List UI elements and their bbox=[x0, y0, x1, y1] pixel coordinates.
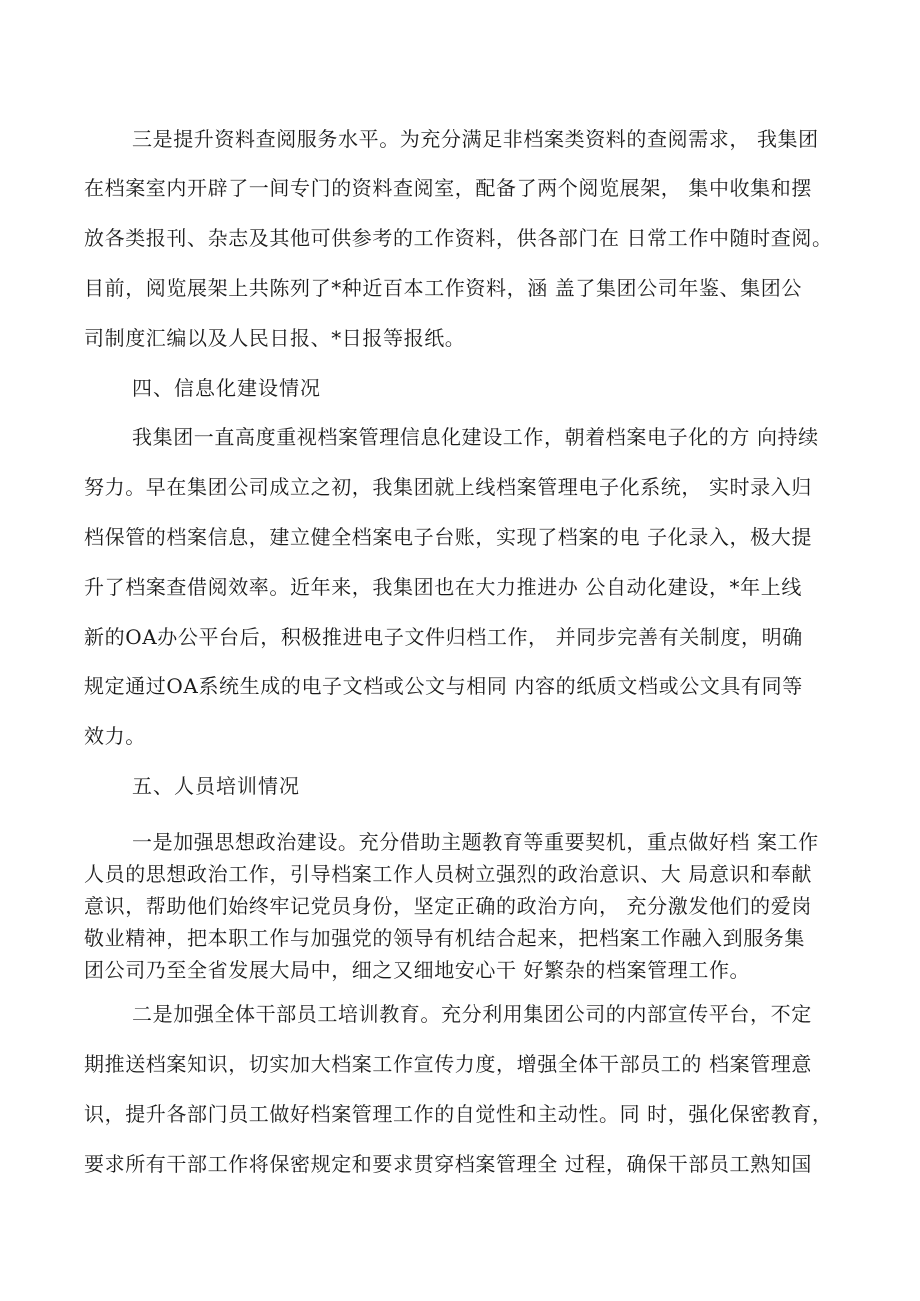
text-line: 期推送档案知识，切实加大档案工作宣传力度，增强全体干部员工的 档案管理意 bbox=[84, 1052, 812, 1076]
text-line: 规定通过OA系统生成的电子文档或公文与相同 内容的纸质文档或公文具有同等 bbox=[84, 674, 803, 698]
text-line: 放各类报刊、杂志及其他可供参考的工作资料，供各部门在 日常工作中随时查阅。 bbox=[84, 226, 833, 250]
text-line: 二是加强全体干部员工培训教育。充分利用集团公司的内部宣传平台，不定 bbox=[132, 1002, 812, 1026]
text-line: 三是提升资料查阅服务水平。为充分满足非档案类资料的查阅需求， 我集团 bbox=[132, 127, 819, 151]
text-line: 团公司乃至全省发展大局中，细之又细地安心干 好繁杂的档案管理工作。 bbox=[84, 958, 751, 982]
text-line: 档保管的档案信息，建立健全档案电子台账，实现了档案的电 子化录入，极大提 bbox=[84, 525, 812, 549]
text-line: 司制度汇编以及人民日报、*日报等报纸。 bbox=[84, 326, 466, 350]
text-line: 人员的思想政治工作，引导档案工作人员树立强烈的政治意识、大 局意识和奉献 bbox=[84, 862, 812, 886]
text-line: 在档案室内开辟了一间专门的资料查阅室，配备了两个阅览展架， 集中收集和摆 bbox=[84, 176, 812, 200]
text-line: 新的OA办公平台后，积极推进电子文件归档工作， 并同步完善有关制度，明确 bbox=[84, 625, 803, 649]
text-line: 一是加强思想政治建设。充分借助主题教育等重要契机，重点做好档 案工作 bbox=[132, 830, 819, 854]
text-line: 要求所有干部工作将保密规定和要求贯穿档案管理全 过程，确保干部员工熟知国 bbox=[84, 1152, 812, 1176]
section-heading-informatization: 四、信息化建设情况 bbox=[132, 376, 321, 400]
text-line: 意识，帮助他们始终牢记党员身份，坚定正确的政治方向， 充分激发他们的爱岗 bbox=[84, 894, 812, 918]
text-line: 效力。 bbox=[84, 724, 146, 748]
text-line: 努力。早在集团公司成立之初，我集团就上线档案管理电子化系统， 实时录入归 bbox=[84, 475, 812, 499]
section-heading-training: 五、人员培训情况 bbox=[132, 774, 300, 798]
text-line: 敬业精神，把本职工作与加强党的领导有机结合起来，把档案工作融入到服务集 bbox=[84, 926, 805, 950]
text-line: 识，提升各部门员工做好档案管理工作的自觉性和主动性。同 时，强化保密教育， bbox=[84, 1102, 833, 1126]
text-line: 升了档案查借阅效率。近年来，我集团也在大力推进办 公自动化建设，*年上线 bbox=[84, 575, 802, 599]
text-line: 目前，阅览展架上共陈列了*种近百本工作资料，涵 盖了集团公司年鉴、集团公 bbox=[84, 276, 802, 300]
text-line: 我集团一直高度重视档案管理信息化建设工作，朝着档案电子化的方 向持续 bbox=[132, 425, 819, 449]
